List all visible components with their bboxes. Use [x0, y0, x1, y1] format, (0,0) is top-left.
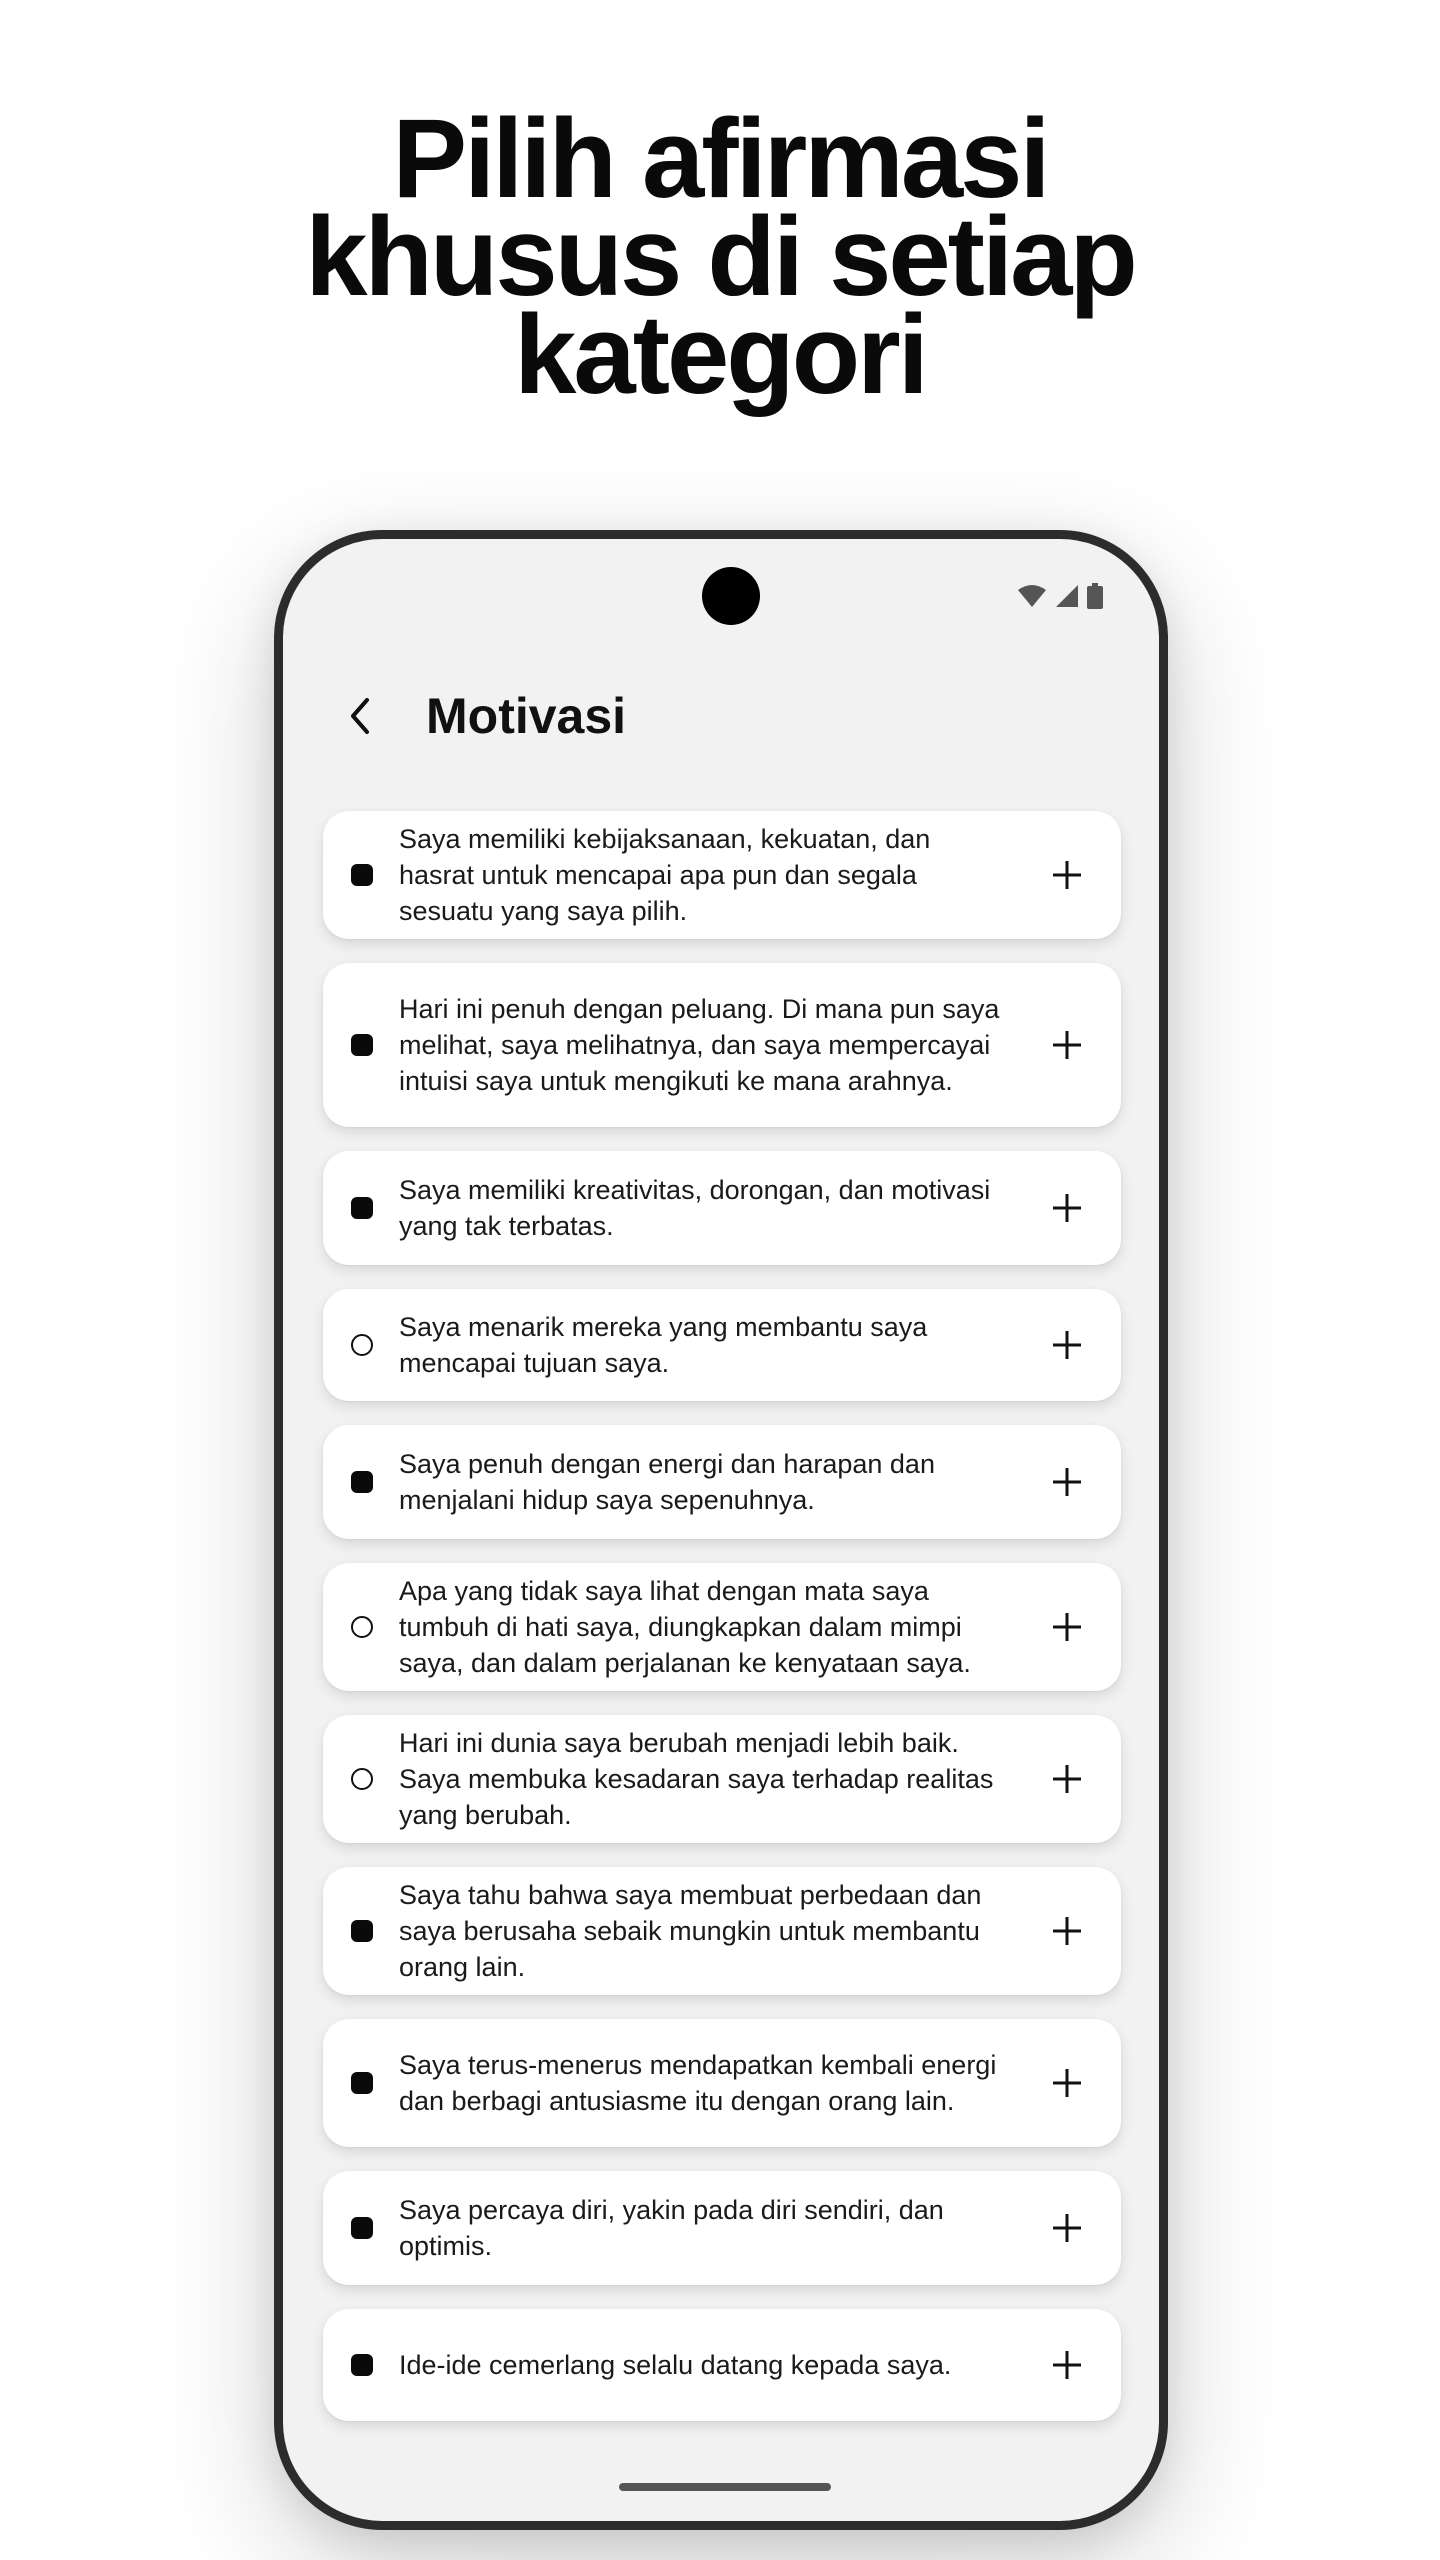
- affirmation-card[interactable]: [323, 1151, 1121, 1265]
- selected-marker-icon: [351, 2217, 373, 2239]
- plus-icon: [1052, 860, 1082, 890]
- affirmation-text: Saya menarik mereka yang membantu saya mencapai tujuan saya.: [399, 1312, 928, 1378]
- affirmation-text: Saya terus-menerus mendapatkan kembali energi dan berbagi antusiasme itu dengan orang lain.: [399, 2050, 997, 2116]
- back-button[interactable]: [333, 688, 389, 744]
- plus-icon: [1052, 2068, 1082, 2098]
- affirmation-text: Saya percaya diri, yakin pada diri sendiri, dan optimis.: [399, 2195, 944, 2261]
- affirmation-text: Saya penuh dengan energi dan harapan dan menjalani hidup saya sepenuhnya.: [399, 1449, 935, 1515]
- add-affirmation-button[interactable]: [1043, 1184, 1091, 1232]
- chevron-left-icon: [347, 696, 375, 736]
- add-affirmation-button[interactable]: [1043, 1458, 1091, 1506]
- plus-icon: [1052, 2213, 1082, 2243]
- add-affirmation-button[interactable]: [1043, 2059, 1091, 2107]
- plus-icon: [1052, 2350, 1082, 2380]
- affirmation-text: Saya memiliki kreativitas, dorongan, dan motivasi yang tak terbatas.: [399, 1175, 991, 1241]
- app-bar: [283, 671, 1159, 761]
- affirmation-card[interactable]: [323, 1867, 1121, 1995]
- selected-marker-icon: [351, 1920, 373, 1942]
- unselected-marker-icon: [351, 1616, 373, 1638]
- signal-icon: [1055, 584, 1079, 608]
- add-affirmation-button[interactable]: [1043, 1321, 1091, 1369]
- affirmation-text: Saya tahu bahwa saya membuat perbedaan dan saya berusaha sebaik mungkin untuk membantu orang lain.: [399, 1880, 982, 1982]
- affirmation-card[interactable]: [323, 1425, 1121, 1539]
- add-affirmation-button[interactable]: [1043, 2341, 1091, 2389]
- affirmation-card[interactable]: [323, 1563, 1121, 1691]
- affirmation-text: Hari ini dunia saya berubah menjadi lebih baik. Saya membuka kesadaran saya terhadap realitas yang berubah.: [399, 1728, 994, 1830]
- headline-line-1: Pilih afirmasi: [392, 96, 1048, 221]
- affirmation-card[interactable]: [323, 1715, 1121, 1843]
- unselected-marker-icon: [351, 1334, 373, 1356]
- affirmation-text: Apa yang tidak saya lihat dengan mata saya tumbuh di hati saya, diungkapkan dalam mimpi saya, dan dalam perjalanan ke kenyataan saya.: [399, 1576, 971, 1678]
- add-affirmation-button[interactable]: [1043, 1603, 1091, 1651]
- selected-marker-icon: [351, 2072, 373, 2094]
- add-affirmation-button[interactable]: [1043, 1021, 1091, 1069]
- affirmation-text: Ide-ide cemerlang selalu datang kepada saya.: [399, 2350, 952, 2380]
- affirmation-card[interactable]: [323, 811, 1121, 939]
- plus-icon: [1052, 1193, 1082, 1223]
- plus-icon: [1052, 1330, 1082, 1360]
- affirmation-text: Saya memiliki kebijaksanaan, kekuatan, dan hasrat untuk mencapai apa pun dan segala sesuatu yang saya pilih.: [399, 824, 931, 926]
- add-affirmation-button[interactable]: [1043, 1755, 1091, 1803]
- phone-frame: [274, 530, 1168, 2530]
- selected-marker-icon: [351, 1034, 373, 1056]
- front-camera: [702, 567, 760, 625]
- selected-marker-icon: [351, 1471, 373, 1493]
- selected-marker-icon: [351, 1197, 373, 1219]
- plus-icon: [1052, 1764, 1082, 1794]
- headline-line-2: khusus di setiap: [305, 194, 1135, 319]
- selected-marker-icon: [351, 2354, 373, 2376]
- home-indicator[interactable]: [619, 2483, 831, 2491]
- affirmation-card[interactable]: [323, 2019, 1121, 2147]
- plus-icon: [1052, 1916, 1082, 1946]
- headline-line-3: kategori: [514, 292, 926, 417]
- plus-icon: [1052, 1030, 1082, 1060]
- plus-icon: [1052, 1467, 1082, 1497]
- status-bar: [1017, 583, 1103, 609]
- page-title: Motivasi: [426, 688, 627, 744]
- affirmation-card[interactable]: [323, 2309, 1121, 2421]
- affirmation-text: Hari ini penuh dengan peluang. Di mana pun saya melihat, saya melihatnya, dan saya mempercayai intuisi saya untuk mengikuti ke mana arahnya.: [399, 994, 1000, 1096]
- battery-icon: [1087, 583, 1103, 609]
- affirmation-card[interactable]: [323, 1289, 1121, 1401]
- affirmation-card[interactable]: [323, 963, 1121, 1127]
- plus-icon: [1052, 1612, 1082, 1642]
- wifi-icon: [1017, 584, 1047, 608]
- affirmation-card[interactable]: [323, 2171, 1121, 2285]
- add-affirmation-button[interactable]: [1043, 2204, 1091, 2252]
- add-affirmation-button[interactable]: [1043, 1907, 1091, 1955]
- add-affirmation-button[interactable]: [1043, 851, 1091, 899]
- promo-headline: [0, 96, 1440, 417]
- unselected-marker-icon: [351, 1768, 373, 1790]
- selected-marker-icon: [351, 864, 373, 886]
